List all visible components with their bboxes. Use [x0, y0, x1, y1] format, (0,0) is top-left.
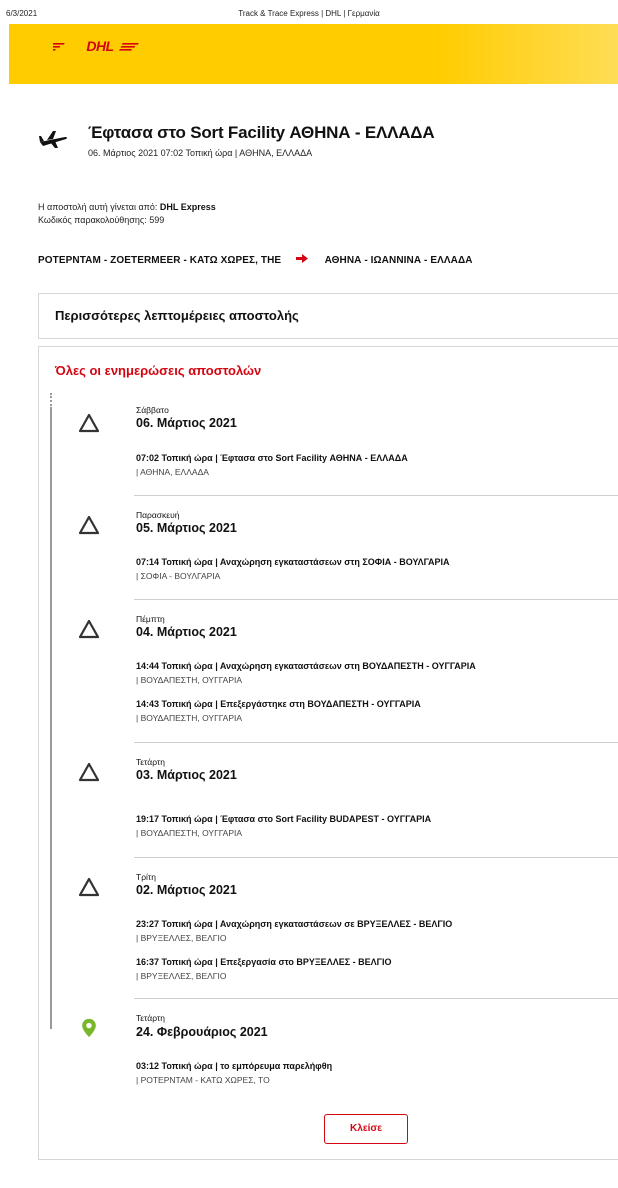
timeline-event [136, 919, 452, 943]
event-location: | ΒΡΥΞΕΛΛΕΣ, ΒΕΛΓΙΟ [136, 971, 227, 981]
event-text: 14:43 Τοπική ώρα | Επεξεργάστηκε στη ΒΟΥΔΑΠΕΣΤΗ - ΟΥΓΓΑΡΙΑ [136, 699, 421, 709]
timeline-event [136, 453, 408, 477]
event-location: | ΣΟΦΙΑ - ΒΟΥΛΓΑΡΙΑ [136, 571, 221, 581]
day-weekday: Πέμπτη [136, 614, 165, 624]
plane-icon [38, 129, 68, 149]
event-location: | ΒΟΥΔΑΠΕΣΤΗ, ΟΥΓΓΑΡΙΑ [136, 675, 243, 685]
day-weekday: Τρίτη [136, 872, 157, 882]
event-location: | ΒΟΥΔΑΠΕΣΤΗ, ΟΥΓΓΑΡΙΑ [136, 828, 243, 838]
timeline-event [136, 557, 450, 581]
dhl-logo-text: DHL [86, 38, 114, 54]
day-date: 02. Μάρτιος 2021 [136, 883, 237, 897]
day-date: 04. Μάρτιος 2021 [136, 625, 237, 639]
event-location: | ΑΘΗΝΑ, ΕΛΛΑΔΑ [136, 467, 209, 477]
print-title: Track & Trace Express | DHL | Γερμανία [238, 9, 380, 18]
carrier-line [38, 201, 216, 214]
carrier-value: DHL Express [159, 202, 216, 212]
day-weekday: Τετάρτη [136, 1013, 165, 1023]
timeline-event [136, 661, 476, 685]
status-subtitle: 06. Μάρτιος 2021 07:02 Τοπική ώρα | ΑΘΗΝΑ, ΕΛΛΑΔΑ [88, 148, 313, 158]
details-title[interactable]: Περισσότερες λεπτομέρειες αποστολής [55, 308, 299, 323]
day-date: 05. Μάρτιος 2021 [136, 521, 237, 535]
day-divider [134, 495, 618, 496]
timeline-line [50, 409, 52, 1029]
event-text: 07:14 Τοπική ώρα | Αναχώρηση εγκαταστάσεων στη ΣΟΦΙΑ - ΒΟΥΛΓΑΡΙΑ [136, 557, 450, 567]
triangle-icon [78, 877, 100, 897]
triangle-icon [78, 515, 100, 535]
event-location: | ΒΟΥΔΑΠΕΣΤΗ, ΟΥΓΓΑΡΙΑ [136, 713, 243, 723]
details-panel[interactable] [38, 293, 618, 339]
day-weekday: Τετάρτη [136, 757, 165, 767]
updates-title: Όλες οι ενημερώσεις αποστολών [55, 363, 262, 378]
triangle-icon [78, 619, 100, 639]
print-date: 6/3/2021 [6, 9, 38, 18]
shipment-info [38, 201, 216, 227]
event-location: | ΒΡΥΞΕΛΛΕΣ, ΒΕΛΓΙΟ [136, 933, 227, 943]
status-title: Έφτασα στο Sort Facility ΑΘΗΝΑ - ΕΛΛΑΔΑ [88, 123, 435, 142]
timeline-event [136, 814, 431, 838]
event-text: 14:44 Τοπική ώρα | Αναχώρηση εγκαταστάσεων στη ΒΟΥΔΑΠΕΣΤΗ - ΟΥΓΓΑΡΙΑ [136, 661, 476, 671]
event-text: 16:37 Τοπική ώρα | Επεξεργασία στο ΒΡΥΞΕΛΛΕΣ - ΒΕΛΓΙΟ [136, 957, 392, 967]
timeline-event [136, 1061, 332, 1085]
timeline-event [136, 957, 392, 981]
route-arrow-icon [296, 254, 308, 266]
route [38, 254, 473, 266]
dhl-logo[interactable] [53, 38, 147, 54]
event-text: 03:12 Τοπική ώρα | το εμπόρευμα παρελήφθη [136, 1061, 333, 1071]
event-location: | ΡΟΤΕΡΝΤΑΜ - ΚΑΤΩ ΧΩΡΕΣ, ΤΟ [136, 1075, 270, 1085]
day-divider [134, 599, 618, 600]
timeline-event [136, 699, 421, 723]
day-date: 03. Μάρτιος 2021 [136, 768, 237, 782]
route-destination: ΑΘΗΝΑ - ΙΩΑΝΝΙΝΑ - ΕΛΛΑΔΑ [324, 255, 473, 266]
day-weekday: Παρασκευή [136, 510, 180, 520]
map-pin-icon [78, 1018, 100, 1038]
day-divider [134, 742, 618, 743]
day-weekday: Σάββατο [136, 405, 169, 415]
day-date: 24. Φεβρουάριος 2021 [136, 1025, 268, 1039]
tracking-line [38, 214, 216, 227]
route-origin: ΡΟΤΕΡΝΤΑΜ - ZOETERMEER - ΚΑΤΩ ΧΩΡΕΣ, ΤΗΕ [38, 255, 282, 266]
dhl-banner [9, 24, 618, 84]
triangle-icon [78, 413, 100, 433]
day-date: 06. Μάρτιος 2021 [136, 416, 237, 430]
event-text: 19:17 Τοπική ώρα | Έφτασα στο Sort Facility BUDAPEST - ΟΥΓΓΑΡΙΑ [136, 814, 432, 824]
tracking-value: 599 [149, 215, 165, 225]
event-text: 23:27 Τοπική ώρα | Αναχώρηση εγκαταστάσεων σε ΒΡΥΞΕΛΛΕΣ - ΒΕΛΓΙΟ [136, 919, 453, 929]
day-divider [134, 998, 618, 999]
close-button[interactable]: Κλείσε [324, 1114, 408, 1144]
day-divider [134, 857, 618, 858]
event-text: 07:02 Τοπική ώρα | Έφτασα στο Sort Facility ΑΘΗΝΑ - ΕΛΛΑΔΑ [136, 453, 408, 463]
carrier-label: Η αποστολή αυτή γίνεται από: [38, 202, 158, 212]
timeline-dotted-line [50, 393, 52, 409]
triangle-icon [78, 762, 100, 782]
tracking-label: Κωδικός παρακολούθησης: [38, 215, 147, 225]
